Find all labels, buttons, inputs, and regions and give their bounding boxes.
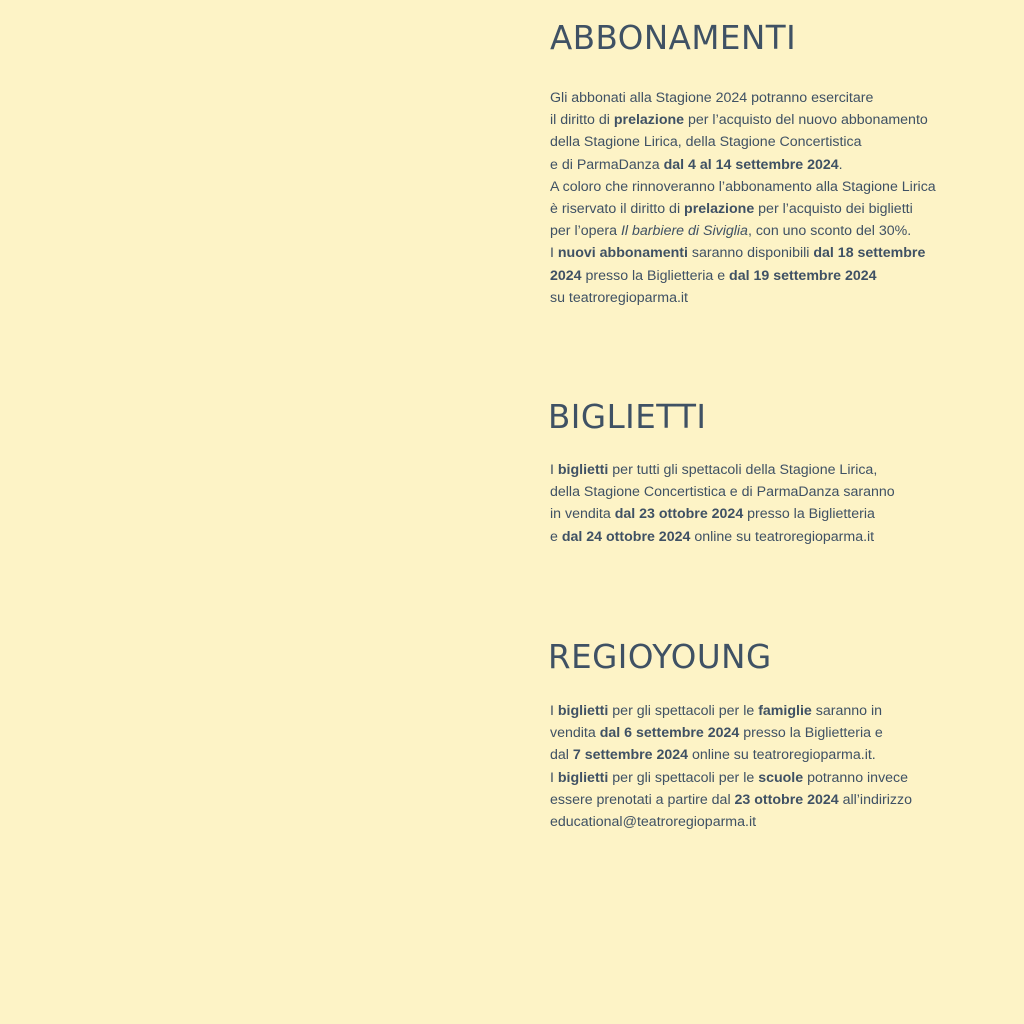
abbonamenti-line-5: A coloro che rinnoveranno l’abbonamento alla Stagione Lirica	[550, 178, 936, 195]
regioyoung-line-6	[550, 811, 1008, 833]
abbonamenti-line-9: 2024 presso la Biglietteria e dal 19 settembre 2024	[550, 267, 877, 284]
regioyoung-line-3: dal 7 settembre 2024 online su teatroregioparma.it.	[550, 747, 876, 764]
abbonamenti-line-10: su teatroregioparma.it	[550, 289, 689, 306]
biglietti-line-3: in vendita dal 23 ottobre 2024 presso la Biglietteria	[550, 506, 875, 523]
abbonamenti-title: ABBONAMENTI	[550, 19, 797, 57]
biglietti-title: BIGLIETTI	[548, 398, 707, 436]
regioyoung-line-5: essere prenotati a partire dal 23 ottobre 2024 all’indirizzo	[550, 791, 912, 808]
biglietti-line-4: e dal 24 ottobre 2024 online su teatroregioparma.it	[550, 528, 875, 545]
abbonamenti-line-1: Gli abbonati alla Stagione 2024 potranno esercitare	[550, 90, 874, 106]
regioyoung-title: REGIOYOUNG	[548, 638, 772, 676]
regioyoung-line-4: I biglietti per gli spettacoli per le scuole potranno invece	[550, 769, 909, 786]
biglietti-line-2: della Stagione Concertistica e di ParmaDanza saranno	[550, 484, 895, 501]
regioyoung-line-1: I biglietti per gli spettacoli per le famiglie saranno in	[550, 703, 883, 719]
abbonamenti-body	[550, 87, 1010, 309]
regioyoung-section	[548, 637, 1008, 833]
biglietti-section	[548, 397, 1008, 548]
regioyoung-line-2: vendita dal 6 settembre 2024 presso la Biglietteria e	[550, 725, 883, 742]
abbonamenti-line-3: della Stagione Lirica, della Stagione Concertistica	[550, 134, 862, 151]
abbonamenti-line-4: e di ParmaDanza dal 4 al 14 settembre 2024.	[550, 156, 843, 173]
abbonamenti-line-8: I nuovi abbonamenti saranno disponibili dal 18 settembre	[550, 245, 926, 262]
biglietti-line-1: I biglietti per tutti gli spettacoli della Stagione Lirica,	[550, 462, 878, 478]
abbonamenti-line-2: il diritto di prelazione per l’acquisto del nuovo abbonamento	[550, 112, 928, 129]
abbonamenti-line-6: è riservato il diritto di prelazione per l’acquisto dei biglietti	[550, 201, 913, 218]
biglietti-body	[550, 459, 1008, 548]
opera-title: Il barbiere di Siviglia	[620, 223, 748, 240]
regioyoung-body	[550, 700, 1008, 833]
abbonamenti-line-7: per l’opera Il barbiere di Siviglia, con uno sconto del 30%.	[550, 223, 912, 240]
educational-email: educational@teatroregioparma.it	[550, 814, 757, 831]
abbonamenti-section	[550, 18, 1010, 309]
